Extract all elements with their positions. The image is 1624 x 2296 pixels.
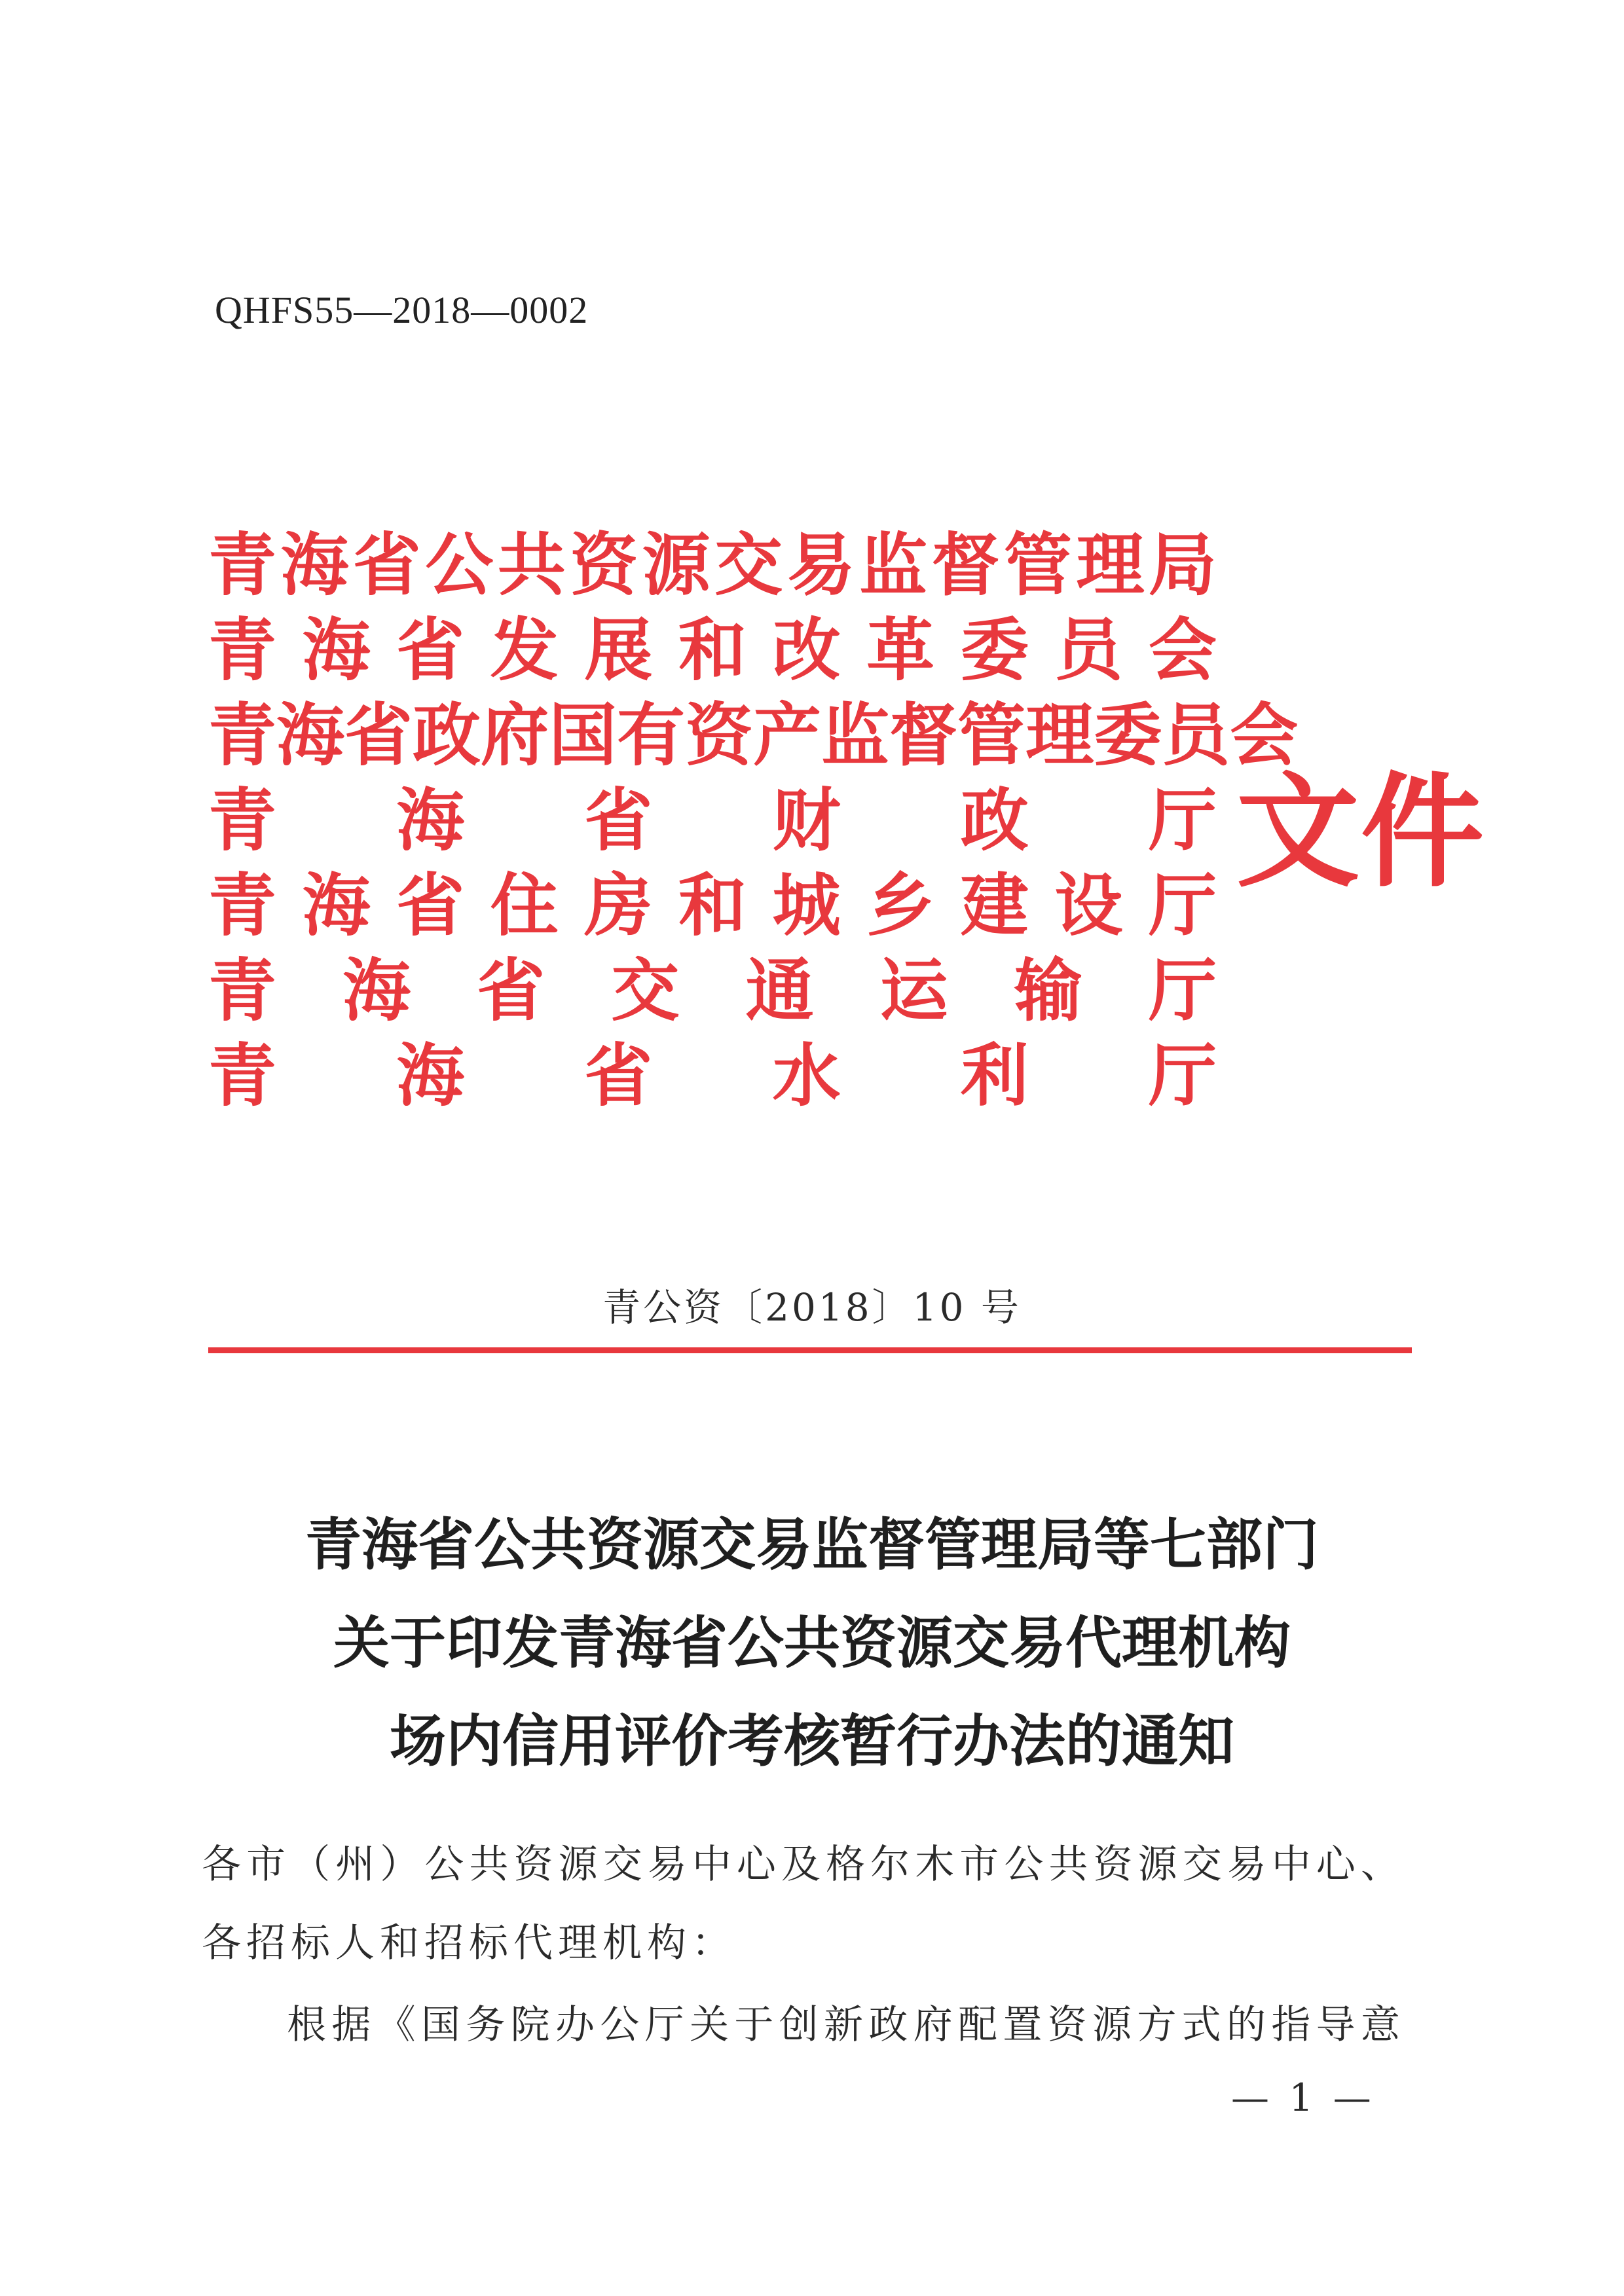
issuer-character: 有 [617, 695, 686, 775]
issuer-character: 员 [1054, 610, 1123, 690]
issuer-character: 理 [1076, 524, 1145, 605]
issuer-line [208, 693, 1299, 778]
issuer-character: 管 [957, 695, 1026, 775]
issuer-character: 委 [1094, 695, 1162, 775]
issuer-character: 建 [960, 865, 1029, 945]
issuer-character: 厅 [1148, 865, 1217, 945]
issuer-character: 源 [642, 524, 710, 605]
issuer-line [208, 522, 1217, 608]
issuer-character: 输 [1014, 950, 1082, 1030]
issuer-character: 和 [678, 610, 747, 690]
issuer-character: 会 [1148, 610, 1217, 690]
issuer-character: 省 [344, 695, 413, 775]
issuer-character: 政 [413, 695, 481, 775]
issuer-character: 设 [1054, 865, 1123, 945]
issuer-character: 省 [584, 1035, 653, 1116]
issuer-character: 利 [960, 1035, 1029, 1116]
recipients-line-2: 各招标人和招标代理机构： [202, 1920, 736, 1966]
issuer-character: 共 [497, 524, 566, 605]
issuer-character: 通 [745, 950, 814, 1030]
issuer-character: 局 [1148, 524, 1217, 605]
issuer-character: 省 [396, 610, 465, 690]
issuer-character: 省 [352, 524, 421, 605]
title-line-3: 场内信用评价考核暂行办法的通知 [390, 1709, 1234, 1774]
issuer-character: 资 [685, 695, 754, 775]
issuer-character: 青 [208, 780, 277, 860]
issuer-character: 省 [584, 780, 653, 860]
issuer-line [208, 863, 1217, 948]
issuer-character: 海 [302, 865, 371, 945]
issuer-line [208, 778, 1217, 863]
issuer-character: 厅 [1148, 1035, 1217, 1116]
issuer-character: 员 [1162, 695, 1230, 775]
issuer-character: 公 [425, 524, 494, 605]
issuer-character: 海 [396, 1035, 465, 1116]
issuer-line [208, 948, 1217, 1033]
issuer-character: 发 [490, 610, 559, 690]
issuer-character: 青 [208, 1035, 277, 1116]
issuer-character: 改 [772, 610, 841, 690]
issuer-character: 住 [490, 865, 559, 945]
issuer-character: 青 [208, 610, 277, 690]
issuer-character: 乡 [866, 865, 935, 945]
title-line-2: 关于印发青海省公共资源交易代理机构 [333, 1611, 1291, 1676]
red-separator-line [208, 1347, 1412, 1353]
issuer-character: 展 [584, 610, 653, 690]
issuer-character: 房 [584, 865, 653, 945]
issuer-character: 委 [960, 610, 1029, 690]
issuer-character: 府 [481, 695, 549, 775]
issuer-character: 监 [821, 695, 890, 775]
issuing-authorities [208, 522, 1299, 1118]
issuer-character: 革 [866, 610, 935, 690]
title-line-1: 青海省公共资源交易监督管理局等七部门 [305, 1512, 1319, 1578]
recipients-line-1: 各市（州）公共资源交易中心及格尔木市公共资源交易中心、 [202, 1842, 1400, 1887]
issuer-character: 海 [280, 524, 349, 605]
issuer-character: 青 [208, 950, 277, 1030]
issuer-character: 监 [859, 524, 928, 605]
issuer-character: 产 [753, 695, 822, 775]
reference-number: 青公资〔2018〕10 号 [602, 1285, 1022, 1330]
issuer-character: 青 [208, 865, 277, 945]
issuer-character: 管 [1003, 524, 1072, 605]
file-label: 文件 [1236, 759, 1485, 904]
issuer-character: 水 [772, 1035, 841, 1116]
issuer-character: 厅 [1148, 780, 1217, 860]
issuer-character: 交 [714, 524, 783, 605]
body-paragraph-line-1: 根据《国务院办公厅关于创新政府配置资源方式的指导意 [287, 2002, 1400, 2048]
issuer-character: 财 [772, 780, 841, 860]
issuer-character: 省 [477, 950, 545, 1030]
page-number: — 1 — [1231, 2075, 1375, 2120]
issuer-character: 海 [302, 610, 371, 690]
issuer-character: 督 [889, 695, 958, 775]
issuer-character: 会 [1230, 695, 1299, 775]
issuer-character: 省 [396, 865, 465, 945]
document-code: QHFS55—2018—0002 [215, 289, 589, 331]
issuer-line [208, 1033, 1217, 1118]
issuer-character: 理 [1025, 695, 1094, 775]
issuer-character: 国 [549, 695, 618, 775]
issuer-character: 青 [208, 524, 277, 605]
issuer-character: 厅 [1148, 950, 1217, 1030]
issuer-character: 交 [611, 950, 680, 1030]
issuer-character: 海 [276, 695, 345, 775]
issuer-character: 海 [396, 780, 465, 860]
issuer-character: 易 [786, 524, 855, 605]
issuer-character: 青 [208, 695, 277, 775]
issuer-character: 督 [931, 524, 1000, 605]
issuer-character: 城 [772, 865, 841, 945]
issuer-character: 海 [342, 950, 411, 1030]
issuer-character: 资 [570, 524, 638, 605]
issuer-character: 和 [678, 865, 747, 945]
issuer-character: 政 [960, 780, 1029, 860]
issuer-line [208, 608, 1217, 693]
issuer-character: 运 [879, 950, 948, 1030]
